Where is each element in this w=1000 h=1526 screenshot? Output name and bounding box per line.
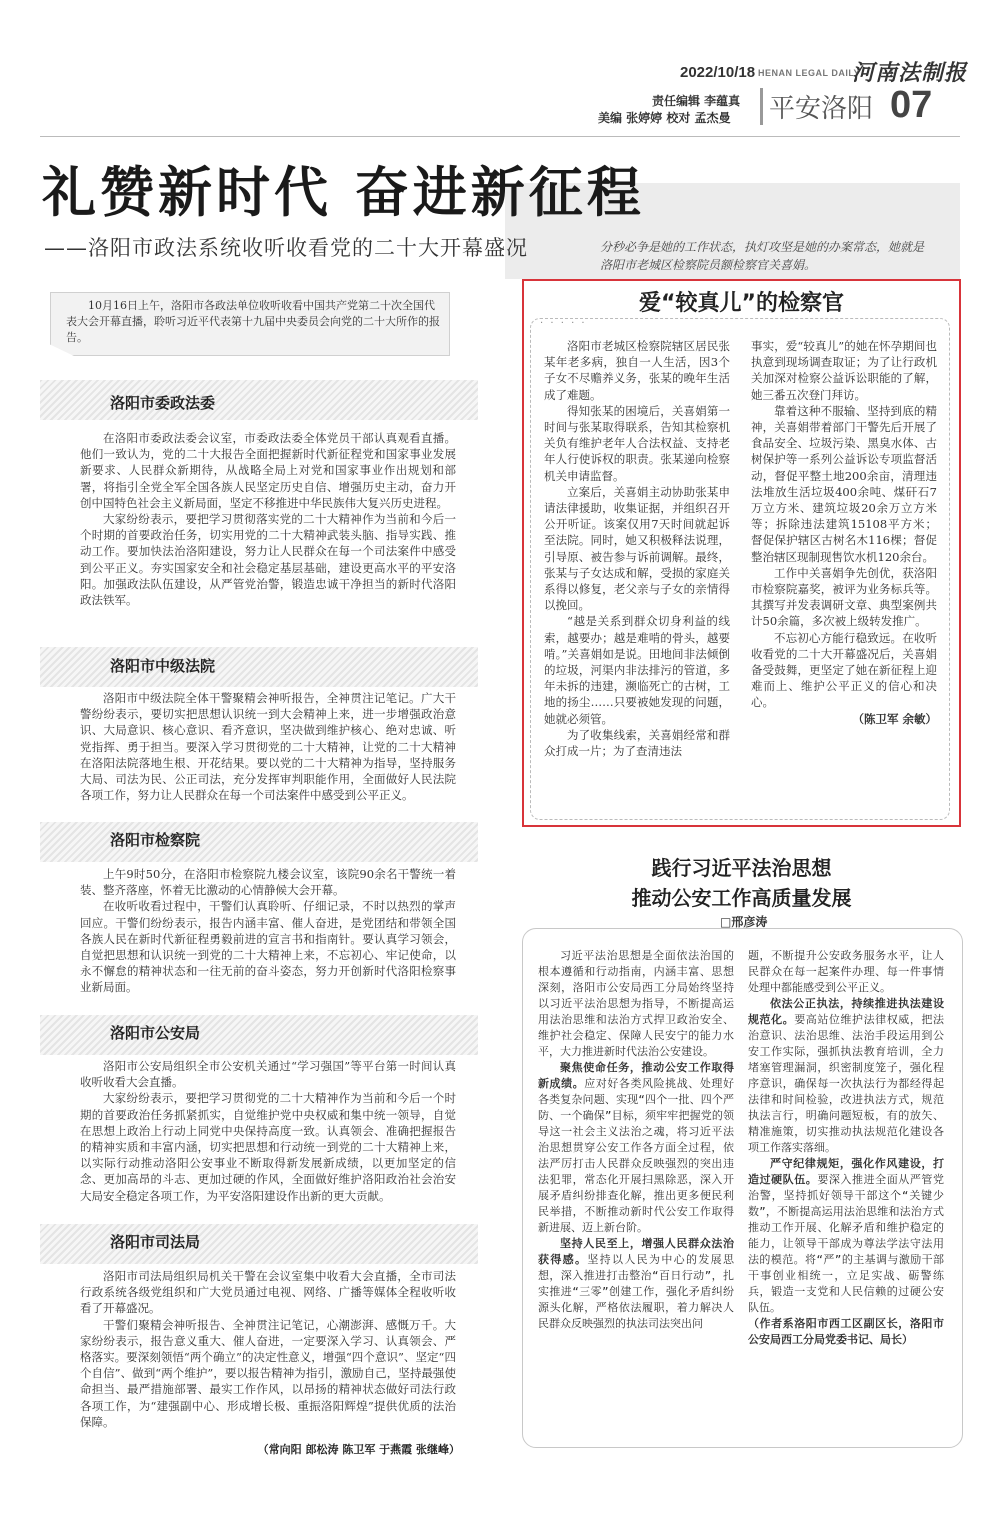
page-number: 07 (890, 84, 933, 126)
decorative-dots: · · · · · (540, 318, 587, 329)
section-heading: 洛阳市检察院 (110, 831, 201, 849)
section-name: 平安洛阳 (760, 88, 873, 125)
section-body: 在洛阳市委政法委会议室，市委政法委全体党员干部认真观看直播。他们一致认为，党的二十大报告全面把握新时代新征程党和国家事业发展新要求、人民群众新期待，从战略全局上对党和国家事业作出规划和部署，将指引全党全军全国各族人民坚定历史自信、增强历史主动，奋力开创中国特色社会主义新局面，坚定不移推进中华民族伟大复兴历史进程。 大家纷纷表示，要把学习贯彻落实党的二十大精神作为当前和今后一个时期的首要政治任务，切实用党的二十大精神武装头脑、指导实践、推动工作。要加快法治洛阳建设，努力让人民群众在每一个司法案件中感受到公平正义。夯实国家安全和社会稳定基层基础，建设更高水平的平安洛阳。加强政法队伍建设，从严管党治警，锻造忠诚干净担当的新时代洛阳政法铁军。 (80, 431, 456, 608)
intro-text: 10月16日上午，洛阳市各政法单位收听收看中国共产党第二十次全国代表大会开幕直播，聆听习近平代表第十九届中央委员会向党的二十大所作的报告。 (66, 299, 440, 344)
paper-logo: 河南法制报 (852, 60, 968, 86)
issue-date: 2022/10/18 (680, 64, 756, 81)
section-heading: 洛阳市委政法委 (110, 394, 216, 412)
section-body: 洛阳市公安局组织全市公安机关通过“学习强国”等平台第一时间认真收听收看大会直播。 大家纷纷表示，要把学习贯彻党的二十大精神作为当前和今后一个时期的首要政治任务抓紧抓实，自觉维护党中央权威和集中统一领导，自觉在思想上政治上行动上同党中央保持高度一致。认真领会、准确把握报告的精神实质和丰富内涵，切实把思想和行动统一到党的二十大精神上来，以实际行动推动洛阳公安事业不断取得新发展新成绩，以更加坚定的信念、更加高昂的斗志、更加过硬的作风，全面做好维护洛阳政治社会治安大局安全稳定各项工作，为平安洛阳建设作出新的更大贡献。 (80, 1059, 456, 1203)
reporters-credit: （常向阳 郎松涛 陈卫军 于燕霞 张继峰） (257, 1443, 460, 1456)
page-subtitle: ——洛阳市政法系统收听收看党的二十大开幕盛况 (44, 236, 528, 260)
section-heading: 洛阳市中级法院 (110, 657, 216, 675)
article2-author-note: （作者系洛阳市西工区副区长，洛阳市公安局西工分局党委书记、局长） (748, 1317, 944, 1346)
staff-line: 美编 张婷婷 校对 孟杰曼 (598, 111, 731, 125)
article2-title-line2: 推动公安工作高质量发展 (631, 886, 852, 910)
feature-title: 爱“较真儿”的检察官 (639, 291, 844, 316)
section-body: 洛阳市司法局组织局机关干警在会议室集中收看大会直播，全市司法行政系统各级党组织和广大党员通过电视、网络、广播等媒体全程收听收看了开幕盛况。 干警们聚精会神听报告、全神贯注记笔记，心潮澎湃、感慨万千。大家纷纷表示，报告意义重大、催人奋进，一定要深入学习、认真领会、严格落实。要深刻领悟“两个确立”的决定性意义，增强“四个意识”、坚定“四个自信”、做到“两个维护”，要以报告精神为指引，激励自己，坚持最强使命担当、最严措施部署、最实工作作风，以昂扬的精神状态做好司法行政各项工作，为“建强副中心、形成增长极、重振洛阳辉煌”提供优质的法治保障。 (80, 1269, 456, 1429)
article2-column-1: 习近平法治思想是全面依法治国的根本遵循和行动指南，内涵丰富、思想深刻，洛阳市公安局西工分局始终坚持以习近平法治思想为指导，不断提高运用法治思维和法治方式捍卫政治安全、维护社会稳定、保障人民安宁的能力水平，大力推进新时代法治公安建设。 聚焦使命任务，推动公安工作取得新成绩。应对好各类风险挑战、处理好各类复杂问题、实现“四个一批、四个严防、一个确保”目标，须牢牢把握党的领导这一社会主义法治之魂，将习近平法治思想贯穿公安工作各方面全过程，依法严厉打击人民群众反映强烈的突出违法犯罪，常态化开展扫黑除恶，深入开展矛盾纠纷排查化解，推出更多便民利民举措，不断推动新时代公安工作取得新进展、迈上新台阶。 坚持人民至上，增强人民群众法治获得感。坚持以人民为中心的发展思想，深入推进打击整治“百日行动”，扎实推进“三零”创建工作，强化矛盾纠纷源头化解，严格依法履职，着力解决人民群众反映强烈的执法司法突出问 (538, 949, 735, 1330)
article2-column-2: 题，不断提升公安政务服务水平，让人民群众在每一起案件办理、每一件事情处理中都能感受到公平正义。 依法公正执法，持续推进执法建设规范化。要高站位维护法律权威，把法治意识、法治思维、法治手段运用到公安工作实际，强抓执法教育培训，全力堵塞管理漏洞，织密制度笼子，强化程序意识，确保每一次执法行为都经得起法律和时间检验，改进执法方式，规范执法言行，明确问题短板，有的放矢、精准施策，切实推动执法规范化建设各项工作落实落细。 严守纪律规矩，强化作风建设，打造过硬队伍。要深入推进全面从严管党治警，坚持抓好领导干部这个“关键少数”，不断提高运用法治思维和法治方式推动工作开展、化解矛盾和维护稳定的能力，让领导干部成为尊法学法守法用法的模范。将“严”的主基调与激励干部干事创业相统一，立足实战、砺警练兵，锻造一支党和人民信赖的过硬公安队伍。 （作者系洛阳市西工区副区长，洛阳市公安局西工分局党委书记、局长） (748, 949, 944, 1346)
header-rule (40, 136, 960, 137)
paper-name-en: HENAN LEGAL DAILY (758, 68, 861, 78)
section-heading: 洛阳市司法局 (110, 1233, 201, 1251)
feature-column-2: 事实，爱“较真儿”的她在怀孕期间也执意到现场调查取证；为了让行政机关加深对检察公益诉讼职能的了解，她三番五次登门拜访。 靠着这种不服输、坚持到底的精神，关喜娟带着部门干警先后开展了食品安全、垃圾污染、黑臭水体、古树保护等一系列公益诉讼专项监督活动，督促平整土地200余亩，清理违法堆放生活垃圾400余吨、煤矸石7万立方米、建筑垃圾20余万立方米等；拆除违法建筑15108平方米；督促保护辖区古树名木116棵；督促整治辖区现制现售饮水机120余台。 工作中关喜娟争先创优，获洛阳市检察院嘉奖，被评为业务标兵等。其撰写并发表调研文章、典型案例共计50余篇，多次被上级转发推广。 不忘初心方能行稳致远。在收听收看党的二十大开幕盛况后，关喜娟备受鼓舞，更坚定了她在新征程上迎难而上、维护公平正义的信心和决心。 （陈卫军 余敏） (751, 339, 937, 726)
feature-credit: （陈卫军 余敏） (852, 711, 937, 726)
editor-line: 责任编辑 李蕴真 (652, 94, 741, 108)
section-body: 洛阳市中级法院全体干警聚精会神听报告，全神贯注记笔记。广大干警纷纷表示，要切实把思想认识统一到大会精神上来，进一步增强政治意识、大局意识、核心意识、看齐意识，坚决做到维护核心、绝对忠诚、听党指挥、勇于担当。要深入学习贯彻党的二十大精神，让党的二十大精神在洛阳法院落地生根、开花结果。要以党的二十大精神为指导，坚持服务大局、司法为民、公正司法，充分发挥审判职能作用，全面做好人民法院各项工作，努力让人民群众在每一个司法案件中感受到公平正义。 (80, 691, 456, 803)
feature-column-1: 洛阳市老城区检察院辖区居民张某年老多病，独自一人生活，因3个子女不尽赡养义务，张某的晚年生活成了难题。 得知张某的困境后，关喜娟第一时间与张某取得联系，告知其检察机关负有维护老年人合法权益、支持老年人行使诉权的职责。张某递向检察机关申请监督。 立案后，关喜娟主动协助张某申请法律援助，收集证据，并组织召开公开听证。该案仅用7天时间就起诉至法院。同时，她又积极释法说理，引导原、被告参与诉前调解。最终，张某与子女达成和解，受损的家庭关系得以修复，老父亲与子女的亲情得以挽回。 “越是关系到群众切身利益的线索，越要办；越是难啃的骨头，越要啃。”关喜娟如是说。田地间非法倾倒的垃圾，河渠内非法排污的管道，多年未拆的违建，濒临死亡的古树，工地的扬尘……只要被她发现的问题，她就必须管。 为了收集线索，关喜娟经常和群众打成一片；为了查清违法 (544, 339, 730, 759)
section-body: 上午9时50分，在洛阳市检察院九楼会议室，该院90余名干警统一着装、整齐落座，怀着无比激动的心情静候大会开幕。 在收听收看过程中，干警们认真聆听、仔细记录，不时以热烈的掌声回应。干警们纷纷表示，报告内涵丰富、催人奋进，是党团结和带领全国各族人民在新时代新征程勇毅前进的宣言书和指南针。要认真学习领会，自觉把思想和认识统一到党的二十大精神上来，不忘初心、牢记使命，以永不懈怠的精神状态和一往无前的奋斗姿态，努力开创新时代洛阳检察事业新局面。 (80, 867, 456, 995)
section-heading: 洛阳市公安局 (110, 1024, 201, 1042)
page-title: 礼赞新时代 奋进新征程 (42, 160, 645, 224)
article2-author: □邢彦涛 (720, 915, 768, 929)
article2-title-line1: 践行习近平法治思想 (651, 856, 832, 880)
feature-quote: 分秒必争是她的工作状态，执灯攻坚是她的办案常态，她就是洛阳市老城区检察院员额检察官关喜娟。 (600, 240, 925, 272)
